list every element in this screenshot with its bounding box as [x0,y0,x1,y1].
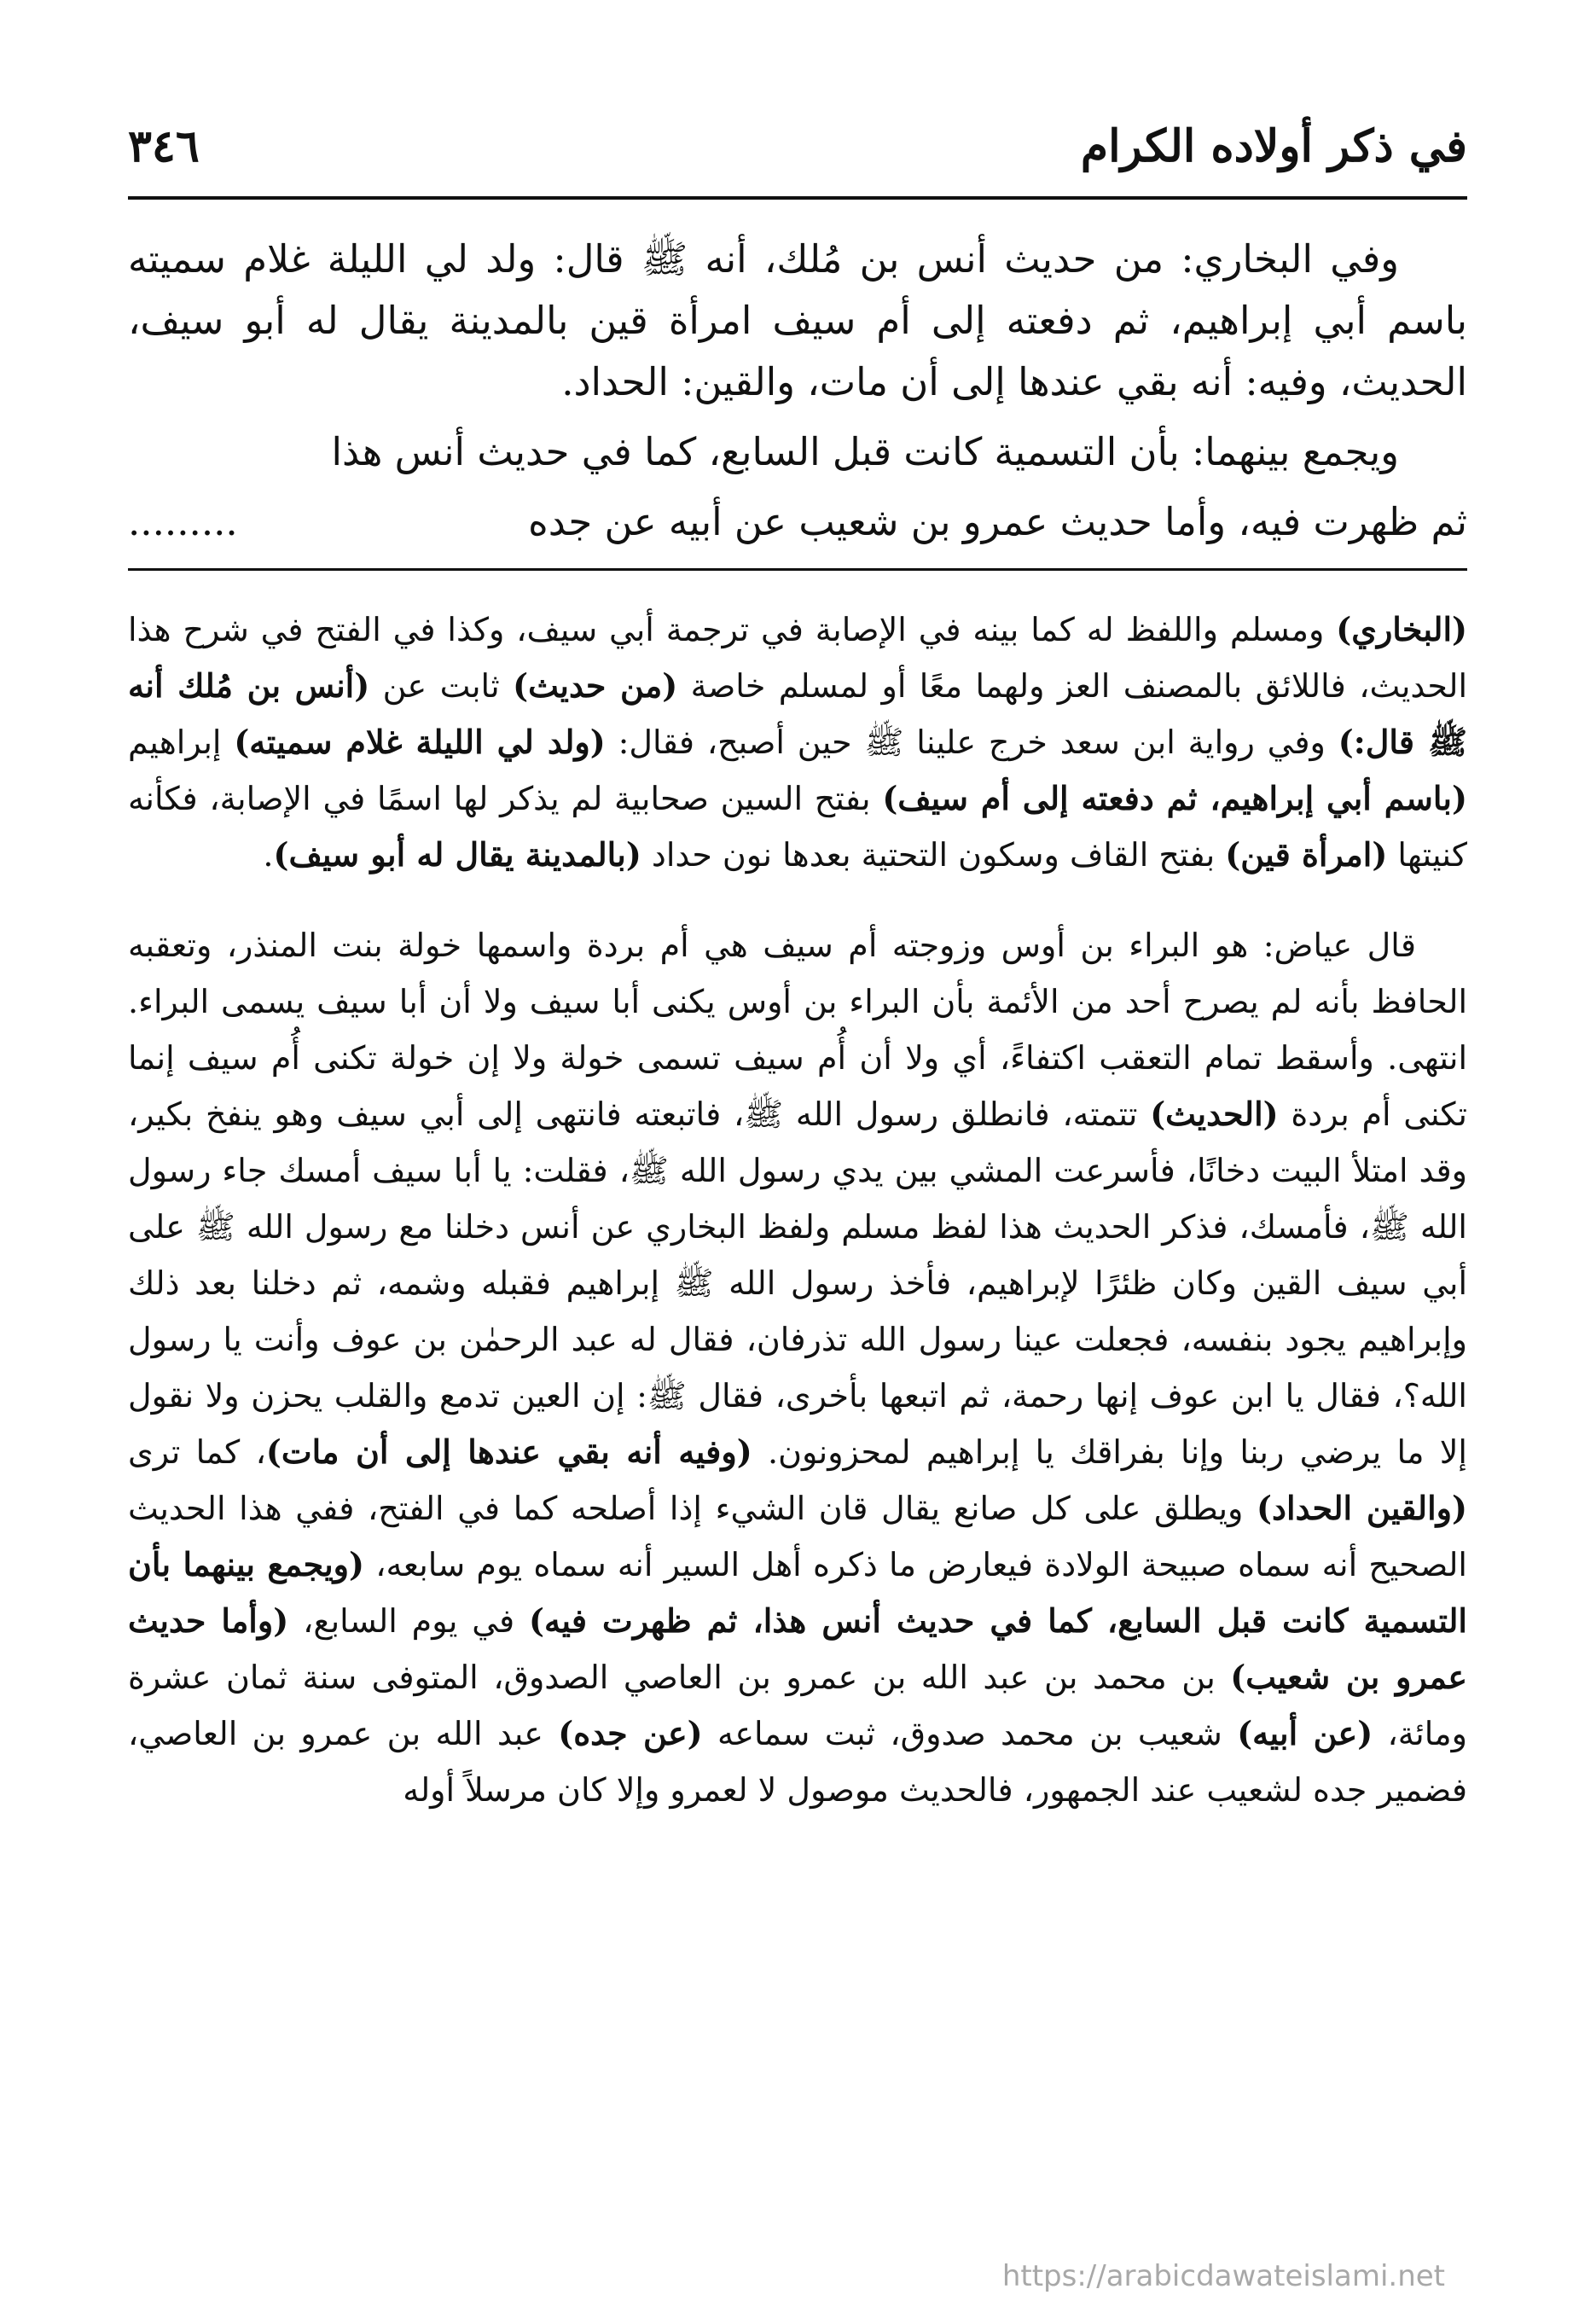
main-text [128,229,1467,553]
quoted-text: (عن أبيه) [1237,1714,1373,1752]
commentary-text: ومسلم واللفظ له كما بينه في الإصابة في ترجمة أبي سيف، وكذا في الفتح في شرح هذا الحديث، فاللائق بالمصنف العز ولهما معًا أو لمسلم خاصة [128,611,1468,705]
running-title: في ذكر أولاده الكرام [1080,120,1467,172]
commentary [128,601,1467,1818]
text-separator [128,568,1467,571]
source-watermark: https://arabicdawateislami.net [1001,2259,1445,2293]
quoted-text: (البخاري) [1336,610,1467,648]
quoted-text: (وفيه أنه بقي عندها إلى أن مات) [265,1432,752,1471]
commentary-paragraph [128,917,1467,1818]
quoted-text: (وأما حديث عمرو بن شعيب) [128,1601,1467,1696]
commentary-paragraph [128,601,1467,883]
page-header [128,102,1467,200]
quoted-text: (الحديث) [1150,1095,1279,1133]
commentary-text: بفتح السين صحابية لم يذكر لها اسمًا في الإصابة، فكأنه كنيتها [128,780,1467,874]
commentary-text: بفتح القاف وسكون التحتية بعدها نون حداد [641,836,1226,874]
quoted-text: (والقين الحداد) [1257,1489,1467,1527]
quoted-text: (بالمدينة يقال له أبو سيف) [273,835,641,874]
quoted-text: (امرأة قين) [1225,835,1388,874]
main-text-paragraph: ويجمع بينهما: بأن التسمية كانت قبل السابع، كما في حديث أنس هذا [331,429,1399,474]
commentary-text: تتمته، فانطلق رسول الله ﷺ، فاتبعته فانتهى إلى أبي سيف وهو ينفخ بكير، وقد امتلأ البيت دخانًا، فأسرعت المشي بين يدي رسول الله ﷺ، فقلت: يا أبا سيف أمسك جاء رسول الله ﷺ، فأمسك، فذكر الحديث هذا لفظ مسلم ولفظ البخاري عن أنس دخلنا مع رسول الله ﷺ على أبي سيف القين وكان ظئرًا لإبراهيم، فأخذ رسول الله ﷺ إبراهيم فقبله وشمه، ثم دخلنا بعد ذلك وإبراهيم يجود بنفسه، فجعلت عينا رسول الله تذرفان، فقال له عبد الرحمٰن بن عوف وأنت يا رسول الله؟، فقال يا ابن عوف إنها رحمة، ثم اتبعها بأخرى، فقال ﷺ: إن العين تدمع والقلب يحزن ولا نقول إلا ما يرضي ربنا وإنا بفراقك يا إبراهيم لمحزونون. [128,1095,1467,1471]
commentary-text: وفي رواية ابن سعد خرج علينا ﷺ حين أصبح، فقال: [605,723,1338,761]
main-text-line: ثم ظهرت فيه، وأما حديث عمرو بن شعيب عن أبيه عن جده [528,499,1467,544]
book-page [128,102,1467,1852]
quoted-text: (عن جده) [558,1714,703,1752]
quoted-text: (باسم أبي إبراهيم، ثم دفعته إلى أم سيف) [882,779,1467,817]
commentary-text: ويطلق على كل صانع يقال قان الشيء إذا أصلحه كما في الفتح، ففي هذا الحديث الصحيح أنه سماه صبيحة الولادة فيعارض ما ذكره أهل السير أنه سماه يوم سابعه، [128,1490,1467,1583]
page-number: ٣٤٦ [128,120,200,172]
main-text-paragraph: وفي البخاري: من حديث أنس بن مُلك، أنه ﷺ قال: ولد لي الليلة غلام سميته باسم أبي إبراهيم، ثم دفعته إلى أم سيف امرأة قين بالمدينة يقال له أبو سيف، الحديث، وفيه: أنه بقي عندها إلى أن مات، والقين: الحداد. [128,236,1467,404]
commentary-text: بن محمد بن عبد الله بن عمرو بن العاصي الصدوق، المتوفى سنة ثمان عشرة ومائة، [128,1659,1467,1752]
commentary-text: في يوم السابع، [288,1602,530,1640]
continuation-dots: ......... [128,499,238,544]
quoted-text: (من حديث) [513,666,678,705]
commentary-text: . [263,836,274,874]
commentary-text: عبد الله بن عمرو بن العاصي، فضمير جده لشعيب عند الجمهور، فالحديث موصول لا لعمرو وإلا كان مرسلاً أوله [128,1715,1467,1809]
quoted-text: (ولد لي الليلة غلام سميته) [234,723,606,761]
quoted-text: (ويجمع بينهما بأن التسمية كانت قبل السابع، كما في حديث أنس هذا، ثم ظهرت فيه) [128,1545,1467,1640]
commentary-text: إبراهيم [128,723,235,761]
commentary-text: قال عياض: هو البراء بن أوس وزوجته أم سيف هي أم بردة واسمها خولة بنت المنذر، وتعقبه الحافظ بأنه لم يصرح أحد من الأئمة بأن البراء بن أوس يكنى أبا سيف ولا أن أبا سيف يسمى البراء. انتهى. وأسقط تمام التعقب اكتفاءً، أي ولا أن أُم سيف تسمى خولة ولا إن خولة تكنى أُم سيف إنما تكنى أم بردة [128,927,1467,1133]
commentary-text: ثابت عن [369,667,514,705]
quoted-text: (أنس بن مُلك أنه ﷺ قال:) [128,666,1468,761]
main-text-last-line [128,491,1467,553]
commentary-text: ، كما ترى [128,1433,266,1471]
commentary-text: شعيب بن محمد صدوق، ثبت سماعه [702,1715,1238,1752]
